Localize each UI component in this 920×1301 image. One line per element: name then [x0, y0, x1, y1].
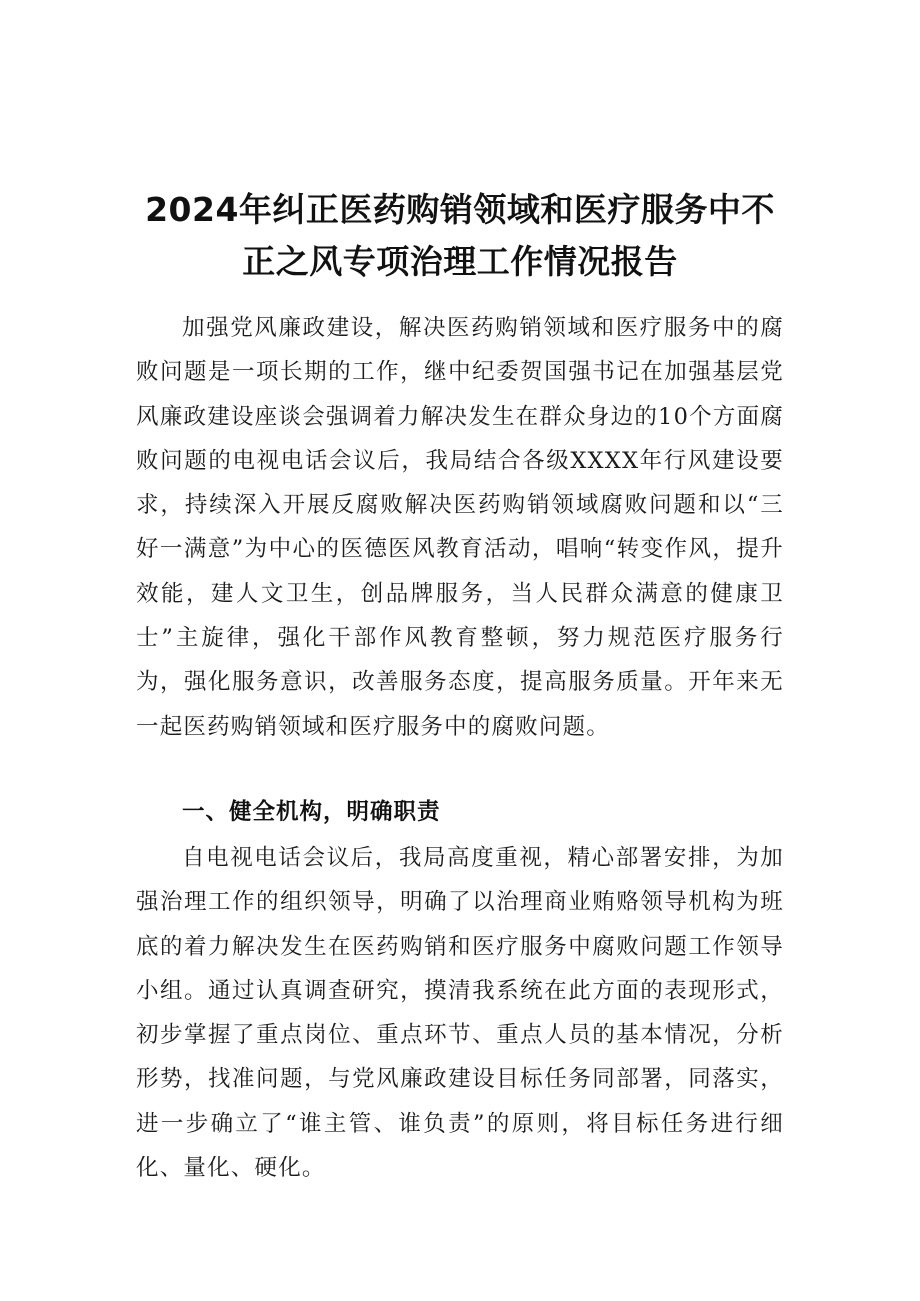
section-heading-1: 一、健全机构，明确职责 [182, 799, 441, 825]
document-title-line-1: 2024年纠正医药购销领域和医疗服务中不 [145, 190, 775, 230]
intro-paragraph: 加强党风廉政建设，解决医药购销领域和医疗服务中的腐败问题是一项长期的工作，继中纪委贺国强书记在加强基层党风廉政建设座谈会强调着力解决发生在群众身边的10个方面腐败问题的电视电话会议后，我局结合各级XXXX年行风建设要求，持续深入开展反腐败解决医药购销领域腐败问题和以“三好一满意”为中心的医德医风教育活动，唱响“转变作风，提升效能，建人文卫生，创品牌服务，当人民群众满意的健康卫士”主旋律，强化干部作风教育整顿，努力规范医疗服务行为，强化服务意识，改善服务态度，提高服务质量。开年来无一起医药购销领域和医疗服务中的腐败问题。 [136, 315, 784, 740]
document-title [120, 184, 800, 288]
section-1-paragraph: 自电视电话会议后，我局高度重视，精心部署安排，为加强治理工作的组织领导，明确了以治理商业贿赂领导机构为班底的着力解决发生在医药购销和医疗服务中腐败问题工作领导小组。通过认真调查研究，摸清我系统在此方面的表现形式，初步掌握了重点岗位、重点环节、重点人员的基本情况，分析形势，找准问题，与党风廉政建设目标任务同部署，同落实，进一步确立了“谁主管、谁负责”的原则，将目标任务进行细化、量化、硬化。 [136, 845, 784, 1182]
document-title-line-2: 正之风专项治理工作情况报告 [242, 242, 678, 282]
